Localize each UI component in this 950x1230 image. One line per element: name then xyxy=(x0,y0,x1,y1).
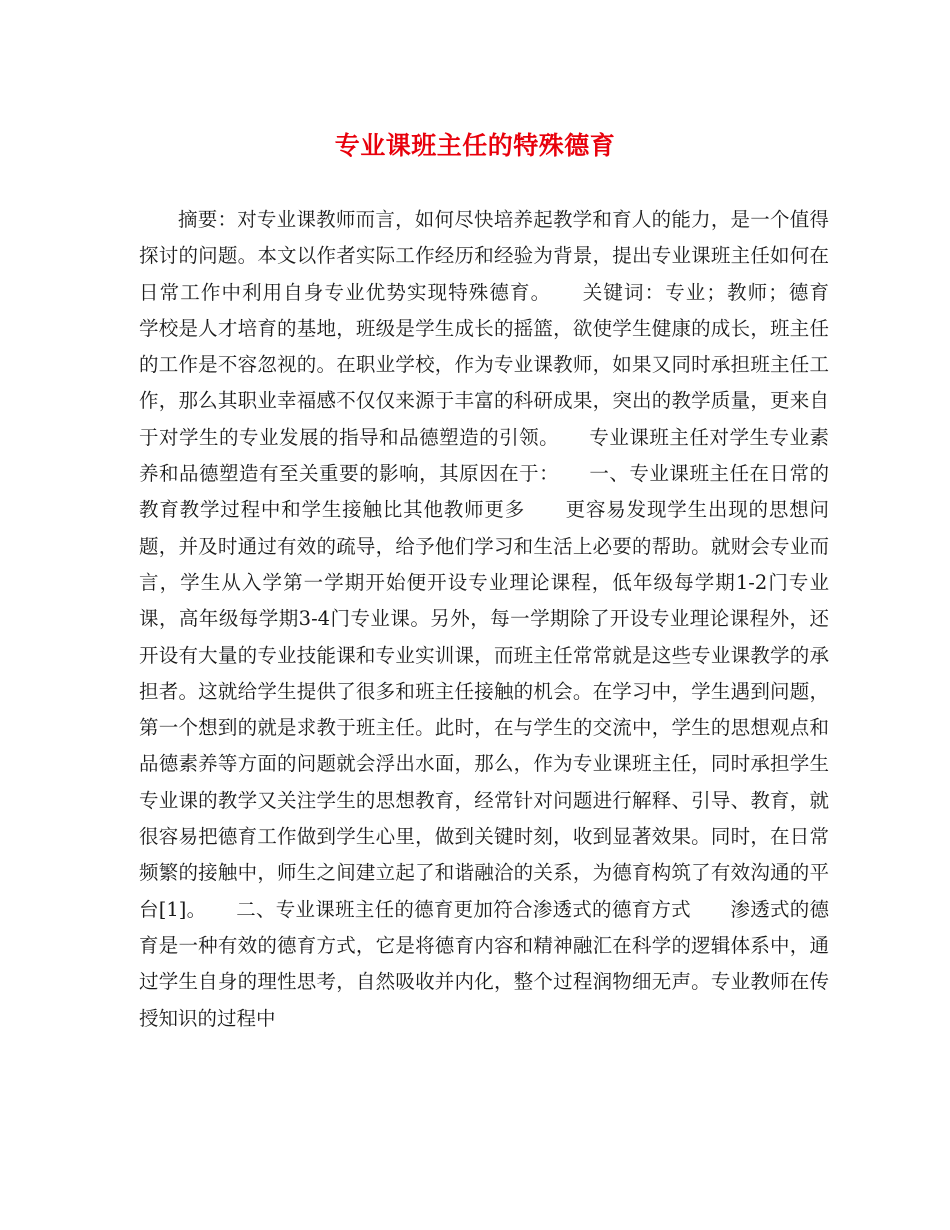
document-title: 专业课班主任的特殊德育 xyxy=(334,131,616,160)
document-body-text: 摘要：对专业课教师而言，如何尽快培养起教学和育人的能力，是一个值得探讨的问题。本文以作者实际工作经历和经验为背景，提出专业课班主任如何在日常工作中利用自身专业优势实现特殊德育。 关键词：专业；教师；德育 学校是人才培育的基地，班级是学生成长的摇篮，欲使学生健康的成长，班主任的工作是不容忽视的。在职业学校，作为专业课教师，如果又同时承担班主任工作，那么其职业幸福感不仅仅来源于丰富的科研成果，突出的教学质量，更来自于对学生的专业发展的指导和品德塑造的引领。 专业课班主任对学生专业素养和品德塑造有至关重要的影响，其原因在于： 一、专业课班主任在日常的教育教学过程中和学生接触比其他教师更多 更容易发现学生出现的思想问题，并及时通过有效的疏导，给予他们学习和生活上必要的帮助。就财会专业而言，学生从入学第一学期开始便开设专业理论课程，低年级每学期1-2门专业课，高年级每学期3-4门专业课。另外，每一学期除了开设专业理论课程外，还开设有大量的专业技能课和专业实训课，而班主任常常就是这些专业课教学的承担者。这就给学生提供了很多和班主任接触的机会。在学习中，学生遇到问题，第一个想到的就是求教于班主任。此时，在与学生的交流中，学生的思想观点和品德素养等方面的问题就会浮出水面，那么，作为专业课班主任，同时承担学生专业课的教学又关注学生的思想教育，经常针对问题进行解释、引导、教育，就很容易把德育工作做到学生心里，做到关键时刻，收到显著效果。同时，在日常频繁的接触中，师生之间建立起了和谐融洽的关系，为德育构筑了有效沟通的平台[1]。 二、专业课班主任的德育更加符合渗透式的德育方式 渗透式的德育是一种有效的德育方式，它是将德育内容和精神融汇在科学的逻辑体系中，通过学生自身的理性思考，自然吸收并内化，整个过程润物细无声。专业教师在传授知识的过程中 xyxy=(139,208,869,1030)
